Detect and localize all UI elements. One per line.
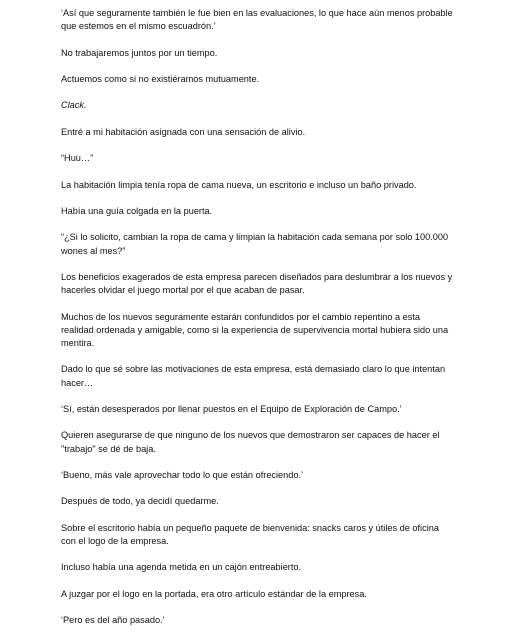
document-page <box>61 7 453 640</box>
paragraph: No trabajaremos juntos por un tiempo. <box>61 47 218 58</box>
paragraph: Entré a mi habitación asignada con una sensación de alivio. <box>61 126 306 137</box>
paragraph: ‘Así que seguramente también le fue bien en las evaluaciones, lo que hace aún menos probable que estemos en el mismo escuadrón.’ <box>61 8 453 32</box>
paragraph: Sobre el escritorio había un pequeño paquete de bienvenida: snacks caros y útiles de oficina con el logo de la empresa. <box>61 522 439 546</box>
paragraph: Los beneficios exagerados de esta empresa parecen diseñados para deslumbrar a los nuevos y hacerles olvidar el juego mortal por el que acaban de pasar. <box>61 271 453 296</box>
paragraph: ‘Sí, están desesperados por llenar puestos en el Equipo de Exploración de Campo.’ <box>61 403 402 414</box>
paragraph: Dado lo que sé sobre las motivaciones de esta empresa, está demasiado claro lo que intentan hacer… <box>61 364 446 388</box>
paragraph: “Huu…” <box>61 153 94 164</box>
paragraph: A juzgar por el logo en la portada, era otro artículo estándar de la empresa. <box>61 588 367 599</box>
paragraph: Actuemos como si no existiéramos mutuamente. <box>61 73 260 84</box>
paragraph: Muchos de los nuevos seguramente estarán confundidos por el cambio repentino a esta realidad ordenada y amigable, como si la experiencia de supervivencia mortal hubiera sido una mentira. <box>61 311 449 348</box>
paragraph: ‘Bueno, más vale aprovechar todo lo que están ofreciendo.’ <box>61 469 304 480</box>
paragraph: La habitación limpia tenía ropa de cama nueva, un escritorio e incluso un baño privado. <box>61 179 417 190</box>
paragraph: Quieren asegurarse de que ninguno de los nuevos que demostraron ser capaces de hacer el "trabajo" se dé de baja. <box>61 430 440 454</box>
paragraph: Había una guía colgada en la puerta. <box>61 205 213 216</box>
paragraph: “¿Si lo solicito, cambian la ropa de cama y limpian la habitación cada semana por solo 100.000 wones al mes?” <box>61 232 449 256</box>
paragraph: Después de todo, ya decidí quedarme. <box>61 496 219 507</box>
paragraph-italic: Clack. <box>61 100 87 111</box>
paragraph: ‘Pero es del año pasado.’ <box>61 615 165 626</box>
paragraph: Incluso había una agenda metida en un cajón entreabierto. <box>61 562 302 573</box>
